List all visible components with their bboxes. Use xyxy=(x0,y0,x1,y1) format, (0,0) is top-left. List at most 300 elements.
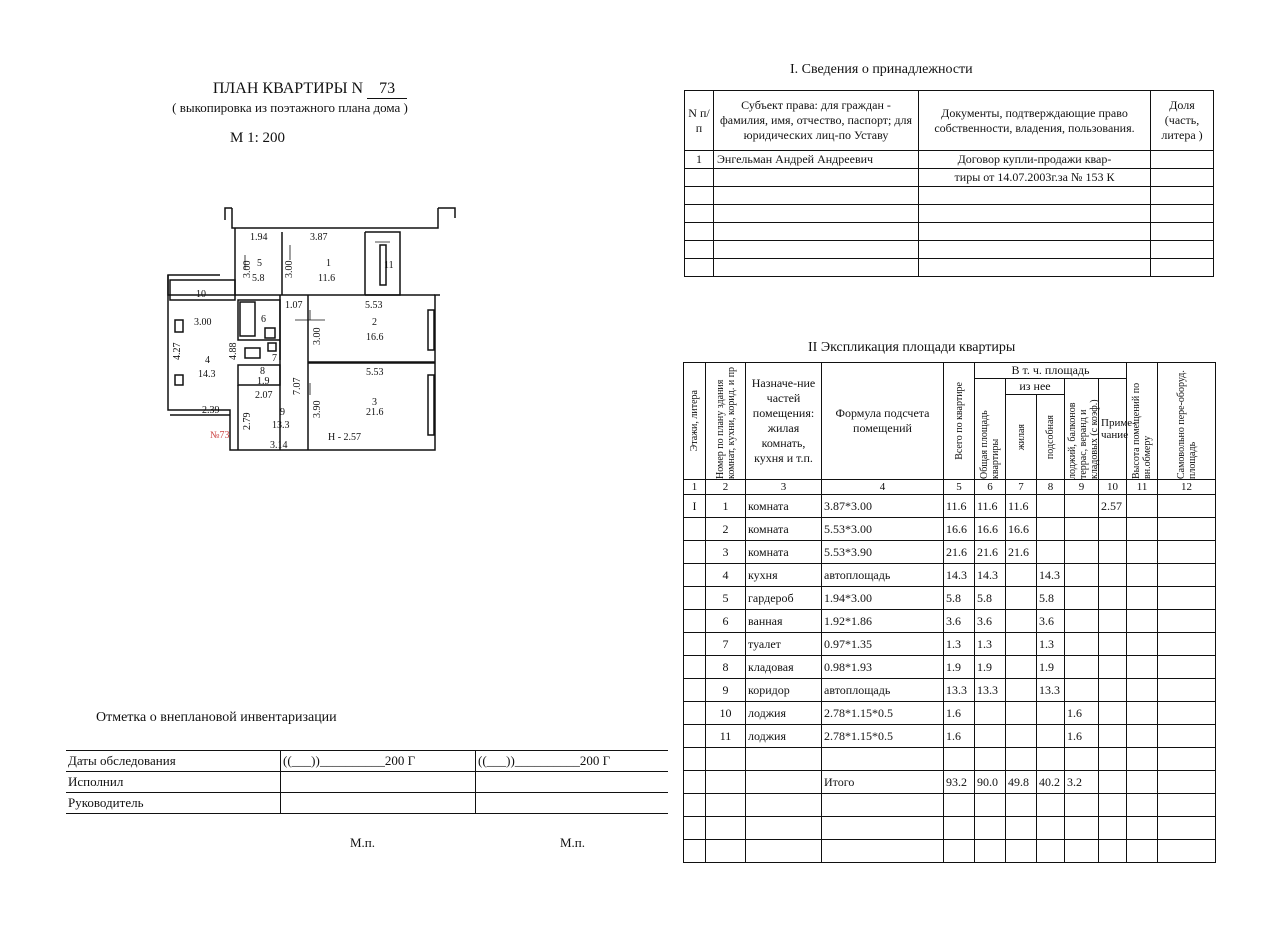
explication-cell-living xyxy=(1006,702,1037,725)
explication-cell-living xyxy=(1006,633,1037,656)
inventory-cell xyxy=(476,793,669,814)
explication-cell-name: лоджия xyxy=(746,725,822,748)
explication-cell-empty xyxy=(1158,817,1216,840)
explication-cell-floor xyxy=(684,518,706,541)
explication-cell-name: туалет xyxy=(746,633,822,656)
explication-cell-no xyxy=(706,771,746,794)
explication-cell-height xyxy=(1099,518,1127,541)
explication-cell-no: 3 xyxy=(706,541,746,564)
explication-cell-loggia xyxy=(1065,748,1099,771)
explication-cell-empty xyxy=(1158,610,1216,633)
header-height xyxy=(1127,363,1158,480)
explication-cell-empty xyxy=(1127,771,1158,794)
explication-cell-floor xyxy=(684,748,706,771)
room-8-number: 8 xyxy=(260,366,265,377)
explication-cell-formula: 3.87*3.00 xyxy=(822,495,944,518)
explication-cell-height xyxy=(1099,633,1127,656)
ownership-cell-share xyxy=(1151,205,1214,223)
dim-3-87: 3.87 xyxy=(310,232,328,243)
explication-cell-loggia xyxy=(1065,610,1099,633)
dim-4-88: 4.88 xyxy=(228,342,239,360)
explication-cell-general: 90.0 xyxy=(975,771,1006,794)
seal-place-2: М.п. xyxy=(560,835,586,850)
explication-cell-floor xyxy=(684,564,706,587)
room-5-number: 5 xyxy=(257,258,262,269)
header-formula: Формула подсчета помещений xyxy=(822,363,944,480)
explication-cell-empty xyxy=(1127,725,1158,748)
explication-cell-floor xyxy=(684,794,706,817)
ownership-cell-num xyxy=(685,205,714,223)
explication-cell-living: 16.6 xyxy=(1006,518,1037,541)
explication-cell-general: 21.6 xyxy=(975,541,1006,564)
explication-cell-height xyxy=(1099,794,1127,817)
apartment-number: 73 xyxy=(367,80,407,99)
explication-cell-aux xyxy=(1037,702,1065,725)
explication-cell-height xyxy=(1099,840,1127,863)
explication-cell-name xyxy=(746,771,822,794)
room-3-area: 21.6 xyxy=(366,407,384,418)
explication-cell-loggia xyxy=(1065,817,1099,840)
room-8-area: 1.9 xyxy=(257,376,270,387)
explication-cell-floor xyxy=(684,771,706,794)
explication-cell-living xyxy=(1006,725,1037,748)
explication-cell-living: 49.8 xyxy=(1006,771,1037,794)
ownership-cell-num xyxy=(685,169,714,187)
explication-cell-loggia: 1.6 xyxy=(1065,702,1099,725)
room-11-number: 11 xyxy=(384,260,394,271)
floor-plan-drawing xyxy=(150,200,470,480)
inventory-table xyxy=(66,750,668,814)
explication-cell-no: 1 xyxy=(706,495,746,518)
ownership-cell-subject xyxy=(714,205,919,223)
explication-cell-height xyxy=(1099,656,1127,679)
room-2-area: 16.6 xyxy=(366,332,384,343)
explication-cell-empty xyxy=(1127,587,1158,610)
column-index-cell: 2 xyxy=(706,480,746,495)
explication-cell-no: 11 xyxy=(706,725,746,748)
explication-cell-living xyxy=(1006,679,1037,702)
explication-cell-living xyxy=(1006,610,1037,633)
header-room-no xyxy=(706,363,746,480)
ownership-cell-subject xyxy=(714,241,919,259)
header-living xyxy=(1006,395,1037,480)
explication-cell-name xyxy=(746,817,822,840)
table-row xyxy=(684,794,1216,817)
explication-cell-no: 5 xyxy=(706,587,746,610)
explication-table xyxy=(683,362,1216,863)
inventory-date-1: ((___))__________200 Г xyxy=(281,751,476,772)
column-index-cell: 6 xyxy=(975,480,1006,495)
table-row xyxy=(684,656,1216,679)
ownership-header-subject: Субъект права: для граждан - фамилия, имя, отчество, паспорт; для юридических лиц-по Уставу xyxy=(714,91,919,151)
header-note: Приме-чание xyxy=(1099,379,1127,480)
explication-cell-loggia xyxy=(1065,564,1099,587)
plan-title-prefix: ПЛАН КВАРТИРЫ N xyxy=(212,80,364,97)
ownership-cell-subject xyxy=(714,187,919,205)
explication-cell-floor: I xyxy=(684,495,706,518)
explication-cell-general: 13.3 xyxy=(975,679,1006,702)
explication-cell-aux xyxy=(1037,541,1065,564)
column-index-cell: 4 xyxy=(822,480,944,495)
seal-place-1: М.п. xyxy=(350,835,376,850)
explication-cell-empty xyxy=(1158,495,1216,518)
explication-cell-loggia: 1.6 xyxy=(1065,725,1099,748)
room-1-area: 11.6 xyxy=(318,273,336,284)
explication-cell-loggia xyxy=(1065,587,1099,610)
apartment-stamp: №73 xyxy=(210,430,230,441)
explication-cell-aux xyxy=(1037,817,1065,840)
explication-cell-total: 5.8 xyxy=(944,587,975,610)
explication-cell-name: лоджия xyxy=(746,702,822,725)
explication-cell-aux xyxy=(1037,840,1065,863)
explication-cell-general: 1.9 xyxy=(975,656,1006,679)
explication-cell-empty xyxy=(1127,564,1158,587)
explication-cell-empty xyxy=(1127,794,1158,817)
ownership-cell-num xyxy=(685,223,714,241)
explication-cell-name: кухня xyxy=(746,564,822,587)
header-floor-text: Этажи, литера xyxy=(689,390,700,452)
dim-2-07: 2.07 xyxy=(255,390,273,401)
explication-cell-aux: 13.3 xyxy=(1037,679,1065,702)
explication-cell-formula: 0.98*1.93 xyxy=(822,656,944,679)
table-row xyxy=(684,541,1216,564)
explication-cell-empty xyxy=(1158,656,1216,679)
explication-cell-total: 13.3 xyxy=(944,679,975,702)
inventory-label: Исполнил xyxy=(66,772,281,793)
dim-5-53-a: 5.53 xyxy=(365,300,383,311)
explication-cell-no xyxy=(706,794,746,817)
table-row xyxy=(685,205,1214,223)
explication-cell-loggia xyxy=(1065,518,1099,541)
explication-cell-total: 93.2 xyxy=(944,771,975,794)
ownership-title: I. Сведения о принадлежности xyxy=(790,62,973,77)
ownership-cell-docs: тиры от 14.07.2003г.за № 153 К xyxy=(919,169,1151,187)
column-index-cell: 3 xyxy=(746,480,822,495)
explication-cell-floor xyxy=(684,840,706,863)
explication-cell-empty xyxy=(1158,633,1216,656)
explication-cell-name: гардероб xyxy=(746,587,822,610)
table-row xyxy=(684,587,1216,610)
header-aux xyxy=(1037,395,1065,480)
explication-cell-aux xyxy=(1037,794,1065,817)
explication-cell-empty xyxy=(1158,541,1216,564)
inventory-cell xyxy=(476,772,669,793)
explication-cell-name: комната xyxy=(746,518,822,541)
explication-cell-empty xyxy=(1127,610,1158,633)
explication-cell-aux xyxy=(1037,748,1065,771)
dim-3-14: 3.14 xyxy=(270,440,288,451)
explication-cell-height xyxy=(1099,587,1127,610)
explication-cell-name: комната xyxy=(746,541,822,564)
ownership-cell-docs xyxy=(919,187,1151,205)
table-row xyxy=(685,187,1214,205)
header-loggia-text: лоджий, балконов террас, веранд и кладовых (с коэф.) xyxy=(1067,399,1100,479)
header-unauth xyxy=(1158,363,1216,480)
ownership-cell-share xyxy=(1151,169,1214,187)
inventory-date-2: ((___))__________200 Г xyxy=(476,751,669,772)
explication-cell-formula: 5.53*3.90 xyxy=(822,541,944,564)
explication-cell-aux: 40.2 xyxy=(1037,771,1065,794)
explication-cell-empty xyxy=(1127,840,1158,863)
table-row xyxy=(66,793,668,814)
explication-cell-empty xyxy=(1158,587,1216,610)
room-10-number: 10 xyxy=(196,289,206,300)
explication-cell-formula: 1.92*1.86 xyxy=(822,610,944,633)
inventory-title: Отметка о внеплановой инвентаризации xyxy=(96,710,337,725)
explication-cell-empty xyxy=(1127,541,1158,564)
header-general-text: Общая площадь квартиры xyxy=(979,410,1001,479)
room-4-number: 4 xyxy=(205,355,210,366)
explication-cell-general: 16.6 xyxy=(975,518,1006,541)
explication-cell-total: 11.6 xyxy=(944,495,975,518)
ownership-cell-docs xyxy=(919,241,1151,259)
table-row xyxy=(684,679,1216,702)
table-row xyxy=(684,817,1216,840)
table-row xyxy=(684,840,1216,863)
explication-cell-empty xyxy=(1158,771,1216,794)
explication-cell-name: кладовая xyxy=(746,656,822,679)
dim-3-00-a: 3.00 xyxy=(242,260,253,278)
explication-cell-general: 1.3 xyxy=(975,633,1006,656)
explication-cell-empty xyxy=(1127,656,1158,679)
ownership-cell-num: 1 xyxy=(685,151,714,169)
explication-cell-floor xyxy=(684,817,706,840)
explication-cell-total xyxy=(944,817,975,840)
explication-cell-formula: 2.78*1.15*0.5 xyxy=(822,725,944,748)
header-living-text: жилая xyxy=(1015,423,1027,451)
explication-cell-height xyxy=(1099,817,1127,840)
room-1-number: 1 xyxy=(326,258,331,269)
table-row xyxy=(684,564,1216,587)
explication-cell-aux xyxy=(1037,518,1065,541)
explication-cell-general: 14.3 xyxy=(975,564,1006,587)
explication-cell-formula: 0.97*1.35 xyxy=(822,633,944,656)
header-general xyxy=(975,379,1006,480)
column-index-cell: 11 xyxy=(1127,480,1158,495)
explication-cell-formula xyxy=(822,817,944,840)
explication-cell-height: 2.57 xyxy=(1099,495,1127,518)
ceiling-height: Н - 2.57 xyxy=(328,432,362,443)
table-row xyxy=(685,223,1214,241)
explication-cell-loggia: 3.2 xyxy=(1065,771,1099,794)
ownership-header-num: N п/п xyxy=(685,91,714,151)
explication-cell-loggia xyxy=(1065,679,1099,702)
floor-plan xyxy=(150,200,470,480)
explication-cell-total: 1.3 xyxy=(944,633,975,656)
explication-cell-empty xyxy=(1158,564,1216,587)
explication-cell-empty xyxy=(1127,633,1158,656)
explication-cell-no: 6 xyxy=(706,610,746,633)
explication-cell-living: 11.6 xyxy=(1006,495,1037,518)
explication-cell-general xyxy=(975,725,1006,748)
explication-cell-height xyxy=(1099,702,1127,725)
dim-7-07: 7.07 xyxy=(292,377,303,395)
table-row xyxy=(66,772,668,793)
ownership-cell-docs xyxy=(919,205,1151,223)
column-index-cell: 10 xyxy=(1099,480,1127,495)
explication-cell-general xyxy=(975,794,1006,817)
explication-cell-no: 10 xyxy=(706,702,746,725)
ownership-cell-num xyxy=(685,259,714,277)
ownership-cell-subject: Энгельман Андрей Андреевич xyxy=(714,151,919,169)
explication-cell-height xyxy=(1099,725,1127,748)
ownership-header-row xyxy=(685,91,1214,151)
explication-cell-floor xyxy=(684,610,706,633)
room-5-area: 5.8 xyxy=(252,273,265,284)
table-row xyxy=(684,610,1216,633)
explication-cell-name: ванная xyxy=(746,610,822,633)
explication-cell-total: 1.6 xyxy=(944,702,975,725)
table-row xyxy=(684,518,1216,541)
table-row xyxy=(66,751,668,772)
header-total xyxy=(944,363,975,480)
explication-cell-total xyxy=(944,840,975,863)
dim-3-00-b: 3.00 xyxy=(284,260,295,278)
dim-1-94: 1.94 xyxy=(250,232,268,243)
plan-scale: М 1: 200 xyxy=(230,130,286,146)
room-9-number: 9 xyxy=(280,407,285,418)
dim-3-90: 3.90 xyxy=(312,400,323,418)
explication-cell-general xyxy=(975,840,1006,863)
explication-cell-living xyxy=(1006,748,1037,771)
header-total-text: Всего по квартире xyxy=(953,382,965,460)
explication-cell-no: 2 xyxy=(706,518,746,541)
explication-cell-total: 1.6 xyxy=(944,725,975,748)
explication-cell-floor xyxy=(684,679,706,702)
explication-cell-no xyxy=(706,817,746,840)
ownership-table xyxy=(684,90,1214,277)
plan-title xyxy=(150,80,470,99)
room-4-area: 14.3 xyxy=(198,369,216,380)
explication-cell-general: 3.6 xyxy=(975,610,1006,633)
explication-cell-empty xyxy=(1127,748,1158,771)
table-row xyxy=(685,169,1214,187)
explication-cell-loggia xyxy=(1065,633,1099,656)
header-aux-text: подсобная xyxy=(1045,414,1056,460)
table-row xyxy=(684,633,1216,656)
header-unauth-text: Самовольно пере-оборуд. площадь xyxy=(1175,370,1198,479)
explication-cell-no: 9 xyxy=(706,679,746,702)
header-loggia xyxy=(1065,379,1099,480)
explication-cell-empty xyxy=(1158,840,1216,863)
inventory-cell xyxy=(281,793,476,814)
dim-1-07: 1.07 xyxy=(285,300,303,311)
explication-cell-loggia xyxy=(1065,794,1099,817)
explication-title: II Экспликация площади квартиры xyxy=(808,340,1016,355)
table-row xyxy=(684,748,1216,771)
explication-cell-total: 16.6 xyxy=(944,518,975,541)
explication-cell-aux: 14.3 xyxy=(1037,564,1065,587)
explication-cell-floor xyxy=(684,541,706,564)
explication-cell-formula: автоплощадь xyxy=(822,679,944,702)
column-index-cell: 7 xyxy=(1006,480,1037,495)
ownership-cell-share xyxy=(1151,187,1214,205)
table-row xyxy=(684,702,1216,725)
explication-cell-name xyxy=(746,794,822,817)
explication-cell-formula: 1.94*3.00 xyxy=(822,587,944,610)
explication-cell-living xyxy=(1006,587,1037,610)
room-6-number: 6 xyxy=(261,314,266,325)
ownership-header-share: Доля (часть, литера ) xyxy=(1151,91,1214,151)
explication-cell-loggia xyxy=(1065,840,1099,863)
explication-cell-name: коридор xyxy=(746,679,822,702)
header-height-text: Высота помещений по вн.обмеру xyxy=(1131,382,1154,479)
table-row xyxy=(685,259,1214,277)
dim-3-00-d: 3.00 xyxy=(312,327,323,345)
room-7-number: 7 xyxy=(272,353,277,364)
explication-cell-floor xyxy=(684,587,706,610)
explication-cell-living xyxy=(1006,794,1037,817)
column-index-cell: 5 xyxy=(944,480,975,495)
explication-cell-formula xyxy=(822,840,944,863)
table-row xyxy=(684,725,1216,748)
dim-3-00-c: 3.00 xyxy=(194,317,212,328)
table-row xyxy=(685,241,1214,259)
explication-cell-formula: 2.78*1.15*0.5 xyxy=(822,702,944,725)
ownership-cell-share xyxy=(1151,151,1214,169)
explication-cell-aux: 1.3 xyxy=(1037,633,1065,656)
explication-cell-total xyxy=(944,794,975,817)
ownership-cell-subject xyxy=(714,259,919,277)
explication-cell-living xyxy=(1006,564,1037,587)
ownership-cell-docs xyxy=(919,259,1151,277)
explication-cell-floor xyxy=(684,633,706,656)
explication-column-index xyxy=(684,480,1216,495)
explication-cell-general xyxy=(975,817,1006,840)
explication-cell-general: 11.6 xyxy=(975,495,1006,518)
header-floor xyxy=(684,363,706,480)
explication-cell-no: 4 xyxy=(706,564,746,587)
explication-cell-formula: Итого xyxy=(822,771,944,794)
room-9-area: 13.3 xyxy=(272,420,290,431)
explication-cell-name xyxy=(746,748,822,771)
table-row xyxy=(685,151,1214,169)
explication-cell-empty xyxy=(1158,679,1216,702)
room-3-number: 3 xyxy=(372,397,377,408)
column-index-cell: 1 xyxy=(684,480,706,495)
explication-cell-empty xyxy=(1127,679,1158,702)
explication-cell-general: 5.8 xyxy=(975,587,1006,610)
ownership-header-docs: Документы, подтверждающие право собственности, владения, пользования. xyxy=(919,91,1151,151)
explication-cell-name xyxy=(746,840,822,863)
header-incl: В т. ч. площадь xyxy=(975,363,1127,379)
explication-cell-loggia xyxy=(1065,495,1099,518)
ownership-cell-docs xyxy=(919,223,1151,241)
ownership-cell-share xyxy=(1151,223,1214,241)
explication-cell-general xyxy=(975,702,1006,725)
room-2-number: 2 xyxy=(372,317,377,328)
inventory-cell xyxy=(281,772,476,793)
header-purpose: Назначе-ние частей помещения: жилая комнать, кухня и т.п. xyxy=(746,363,822,480)
explication-cell-living xyxy=(1006,840,1037,863)
explication-cell-name: комната xyxy=(746,495,822,518)
explication-cell-empty xyxy=(1127,495,1158,518)
explication-cell-height xyxy=(1099,748,1127,771)
explication-cell-living xyxy=(1006,656,1037,679)
column-index-cell: 12 xyxy=(1158,480,1216,495)
explication-cell-aux: 5.8 xyxy=(1037,587,1065,610)
explication-cell-height xyxy=(1099,610,1127,633)
explication-cell-floor xyxy=(684,725,706,748)
column-index-cell: 8 xyxy=(1037,480,1065,495)
explication-cell-height xyxy=(1099,564,1127,587)
ownership-cell-share xyxy=(1151,259,1214,277)
dim-2-39: 2.39 xyxy=(202,405,220,416)
explication-cell-empty xyxy=(1127,817,1158,840)
explication-cell-aux xyxy=(1037,725,1065,748)
explication-header-row-1 xyxy=(684,363,1216,379)
explication-cell-formula: автоплощадь xyxy=(822,564,944,587)
